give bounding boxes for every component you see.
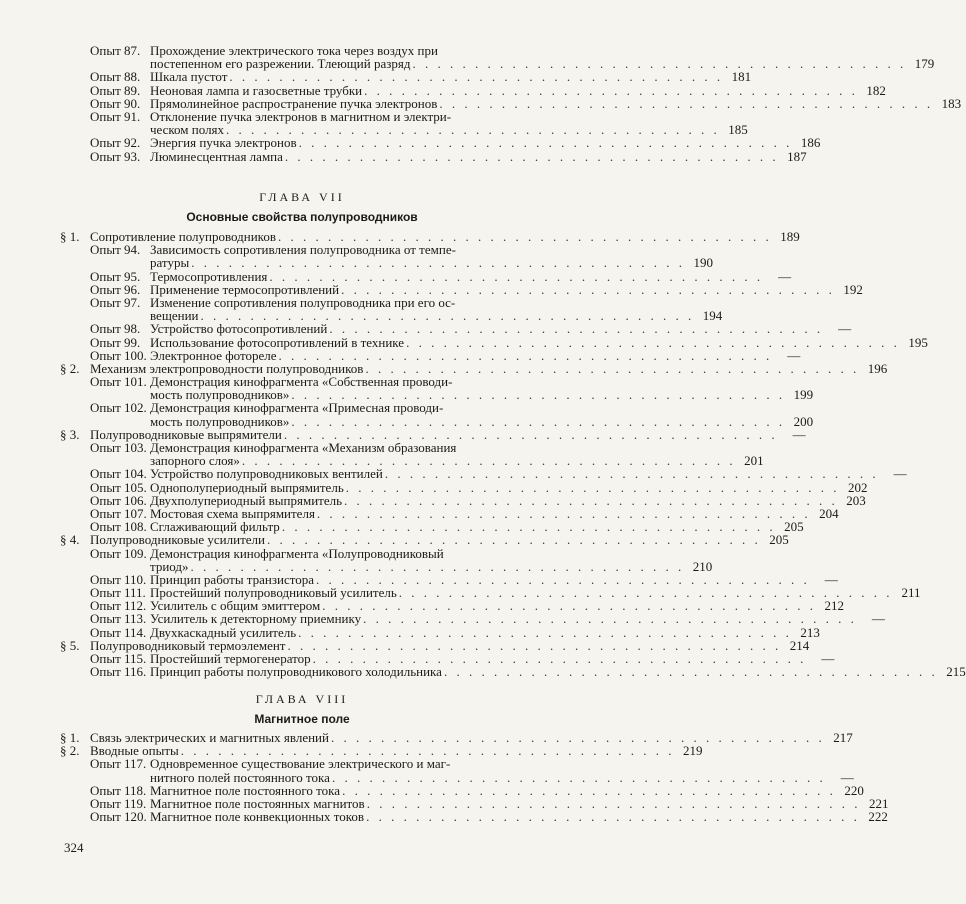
toc-entry-label: Опыт 87.: [90, 43, 141, 58]
toc-entry-title: мость полупроводников»: [150, 413, 290, 429]
toc-page-number: 200: [793, 413, 814, 429]
toc-entry-label: Опыт 96.: [90, 281, 141, 297]
dot-leader: . . . . . . . . . . . . . . . . . . . . . . . . . . . . . . . . . . . . . . . .: [364, 82, 858, 98]
toc-page-number: —: [787, 347, 801, 363]
chapter-7-heading: [60, 190, 544, 224]
toc-experiment-entry: [60, 756, 854, 785]
toc-entry-title: Однополупериодный выпрямитель: [150, 479, 344, 495]
toc-entry-label: Опыт 100.: [90, 347, 147, 363]
toc-entry-title: Механизм электропроводности полупроводников: [90, 360, 364, 376]
toc-experiment-entry: [60, 347, 801, 363]
toc-entry-title: Усилитель к детекторному приемнику: [150, 611, 362, 627]
toc-page-number: 189: [780, 229, 800, 244]
toc-entry-title: Простейший полупроводниковый усилитель: [150, 585, 397, 601]
toc-entry-title: Демонстрация кинофрагмента «Полупроводниковый: [150, 545, 444, 561]
toc-entry-label: Опыт 109.: [90, 545, 147, 561]
toc-entry-label: Опыт 108.: [90, 519, 147, 535]
toc-entry-label: Опыт 92.: [90, 135, 141, 151]
toc-page-number: 201: [744, 453, 764, 469]
toc-page-number: 214: [789, 637, 810, 653]
toc-entry-title: Связь электрических и магнитных явлений: [90, 730, 329, 745]
toc-page-number: 203: [846, 492, 866, 508]
toc-page-number: 195: [908, 334, 928, 350]
toc-entry-label: § 3.: [60, 426, 80, 442]
toc-entry-line: [90, 413, 814, 429]
toc-entry-label: § 5.: [60, 637, 80, 653]
toc-block-magnetic-field: [60, 730, 889, 825]
dot-leader: . . . . . . . . . . . . . . . . . . . . . . . . . . . . . . . . . . . . . . . .: [412, 56, 907, 72]
toc-entry-label: Опыт 116.: [90, 664, 147, 680]
toc-experiment-entry: [60, 374, 814, 403]
dot-leader: . . . . . . . . . . . . . . . . . . . . . . . . . . . . . . . . . . . . . . . .: [291, 413, 786, 429]
toc-entry-label: Опыт 118.: [90, 782, 147, 798]
page-number: 324: [64, 840, 84, 855]
toc-experiment-entry: [60, 69, 752, 85]
toc-entry-label: Опыт 114.: [90, 624, 147, 640]
toc-entry-title: Мостовая схема выпрямителя: [150, 505, 315, 521]
toc-experiment-entry: [60, 809, 888, 825]
toc-entry-title: Зависимость сопротивления полупроводника от темпе-: [150, 242, 456, 258]
dot-leader: . . . . . . . . . . . . . . . . . . . . . . . . . . . . . . . . . . . . . . . .: [406, 334, 900, 350]
toc-experiment-entry: [60, 440, 764, 469]
toc-page-number: —: [871, 611, 885, 627]
dot-leader: . . . . . . . . . . . . . . . . . . . . . . . . . . . . . . . . . . . . . . . .: [191, 255, 685, 271]
dot-leader: . . . . . . . . . . . . . . . . . . . . . . . . . . . . . . . . . . . . . . . .: [269, 268, 764, 284]
toc-entry-label: Опыт 117.: [90, 756, 147, 772]
dot-leader: . . . . . . . . . . . . . . . . . . . . . . . . . . . . . . . . . . . . . . . .: [281, 519, 776, 535]
toc-entry-title: Полупроводниковые выпрямители: [90, 426, 282, 442]
toc-entry-line: [90, 255, 713, 271]
toc-page-number: 194: [702, 308, 723, 324]
toc-page-number: 190: [693, 255, 713, 271]
toc-entry-title: Полупроводниковый термоэлемент: [90, 637, 286, 653]
dot-leader: . . . . . . . . . . . . . . . . . . . . . . . . . . . . . . . . . . . . . . . .: [180, 743, 675, 759]
toc-page-number: 217: [833, 730, 853, 745]
toc-entry-label: § 1.: [60, 730, 80, 745]
dot-leader: . . . . . . . . . . . . . . . . . . . . . . . . . . . . . . . . . . . . . . . .: [363, 611, 857, 627]
toc-entry-title: Магнитное поле постоянных магнитов: [150, 795, 365, 811]
toc-entry-line: [90, 135, 821, 151]
toc-page-number: 220: [844, 782, 864, 798]
toc-experiment-entry: [60, 148, 807, 164]
toc-entry-label: § 4.: [60, 532, 80, 548]
toc-entry-title: Отклонение пучка электронов в магнитном и электри-: [150, 108, 452, 124]
toc-entry-title: Энергия пучка электронов: [150, 135, 297, 151]
dot-leader: . . . . . . . . . . . . . . . . . . . . . . . . . . . . . . . . . . . . . . . .: [200, 308, 695, 324]
chapter-7-number: ГЛАВА VII: [259, 190, 345, 204]
toc-experiment-entry: [60, 782, 864, 798]
toc-page-number: 196: [867, 360, 888, 376]
toc-entry-line: [90, 82, 886, 98]
toc-entry-title: ческом полях: [150, 122, 225, 138]
toc-experiment-entry: [60, 479, 868, 495]
dot-leader: . . . . . . . . . . . . . . . . . . . . . . . . . . . . . . . . . . . . . . . .: [366, 809, 860, 825]
toc-entry-line: [90, 769, 854, 785]
toc-page-number: —: [840, 769, 854, 785]
toc-entry-title: запорного слоя»: [150, 453, 240, 469]
toc-entry-title: Использование фотосопротивлений в технике: [150, 334, 405, 350]
toc-page-number: 202: [848, 479, 868, 495]
toc-entry-label: Опыт 103.: [90, 440, 147, 455]
dot-leader: . . . . . . . . . . . . . . . . . . . . . . . . . . . . . . . . . . . . . . . .: [322, 598, 817, 614]
toc-page-number: 219: [683, 743, 703, 759]
toc-experiment-entry: [60, 334, 928, 350]
toc-entry-title: Электронное фотореле: [150, 347, 277, 363]
toc-entry-label: Опыт 99.: [90, 334, 141, 350]
toc-page-number: 215: [946, 664, 966, 680]
toc-experiment-entry: [60, 611, 885, 627]
toc-experiment-entry: [60, 82, 886, 98]
toc-entry-title: ратуры: [150, 255, 190, 271]
toc-entry-line: [90, 321, 852, 337]
dot-leader: . . . . . . . . . . . . . . . . . . . . . . . . . . . . . . . . . . . . . . . .: [277, 229, 772, 244]
dot-leader: . . . . . . . . . . . . . . . . . . . . . . . . . . . . . . . . . . . . . . . .: [266, 532, 761, 548]
toc-entry-line: [90, 757, 544, 770]
dot-leader: . . . . . . . . . . . . . . . . . . . . . . . . . . . . . . . . . . . . . . . .: [398, 585, 893, 601]
toc-entry-title: Магнитное поле конвекционных токов: [150, 809, 365, 825]
dot-leader: . . . . . . . . . . . . . . . . . . . . . . . . . . . . . . . . . . . . . . . .: [342, 782, 836, 798]
toc-entry-title: Вводные опыты: [90, 743, 179, 759]
toc-entry-label: Опыт 102.: [90, 400, 147, 416]
toc-entry-title: Двухкаскадный усилитель: [150, 624, 297, 640]
toc-entry-title: Шкала пустот: [150, 69, 228, 85]
chapter-8-heading: [60, 692, 544, 726]
toc-entry-label: Опыт 106.: [90, 492, 147, 508]
toc-page-number: 183: [941, 95, 962, 111]
dot-leader: . . . . . . . . . . . . . . . . . . . . . . . . . . . . . . . . . . . . . . . .: [329, 321, 824, 337]
toc-page-number: —: [792, 426, 806, 442]
toc-entry-line: [90, 611, 885, 627]
toc-entry-title: Сглаживающий фильтр: [150, 519, 280, 535]
toc-page-number: 192: [843, 281, 863, 297]
toc-entry-line: [90, 148, 807, 164]
toc-experiment-entry: [60, 545, 713, 574]
toc-entry-label: Опыт 119.: [90, 795, 147, 811]
toc-entry-title: Изменение сопротивления полупроводника при его ос-: [150, 294, 456, 310]
dot-leader: . . . . . . . . . . . . . . . . . . . . . . . . . . . . . . . . . . . . . . . .: [345, 479, 840, 495]
toc-entry-label: Опыт 111.: [90, 585, 146, 601]
toc-entry-title: Термосопротивления: [150, 268, 268, 284]
toc-entry-label: Опыт 90.: [90, 95, 141, 111]
toc-page-number: 181: [731, 69, 752, 85]
toc-entry-label: Опыт 105.: [90, 479, 147, 495]
toc-experiment-entry: [60, 664, 966, 680]
dot-leader: . . . . . . . . . . . . . . . . . . . . . . . . . . . . . . . . . . . . . . . .: [330, 730, 825, 745]
dot-leader: . . . . . . . . . . . . . . . . . . . . . . . . . . . . . . . . . . . . . . . .: [241, 453, 736, 469]
toc-entry-title: мость полупроводников»: [150, 387, 290, 403]
toc-entry-label: Опыт 93.: [90, 148, 141, 164]
toc-entry-title: Одновременное существование электрического и маг-: [150, 756, 451, 772]
dot-leader: . . . . . . . . . . . . . . . . . . . . . . . . . . . . . . . . . . . . . . . .: [365, 360, 860, 376]
toc-page-number: 210: [692, 558, 713, 574]
toc-entry-title: триод»: [150, 558, 189, 574]
toc-page-number: 211: [901, 585, 921, 601]
toc-entry-title: Принцип работы транзистора: [150, 571, 315, 587]
toc-entry-line: [90, 809, 888, 825]
toc-entry-label: Опыт 110.: [90, 571, 147, 587]
toc-entry-line: [90, 624, 820, 640]
toc-page-number: 186: [800, 135, 821, 151]
toc-experiment-entry: [60, 242, 713, 271]
toc-entry-title: Прохождение электрического тока через воздух при: [150, 43, 438, 58]
toc-page-number: 212: [824, 598, 845, 614]
toc-page-number: —: [838, 321, 852, 337]
dot-leader: . . . . . . . . . . . . . . . . . . . . . . . . . . . . . . . . . . . . . . . .: [439, 95, 934, 111]
toc-entry-label: Опыт 95.: [90, 268, 141, 284]
toc-entry-title: Устройство полупроводниковых вентилей: [150, 466, 383, 482]
toc-experiment-entry: [60, 135, 821, 151]
dot-leader: . . . . . . . . . . . . . . . . . . . . . . . . . . . . . . . . . . . . . . . .: [283, 426, 778, 442]
toc-entry-title: Неоновая лампа и газосветные трубки: [150, 82, 363, 98]
toc-entry-title: постепенном его разрежении. Тлеющий разряд: [150, 56, 411, 72]
dot-leader: . . . . . . . . . . . . . . . . . . . . . . . . . . . . . . . . . . . . . . . .: [298, 135, 793, 151]
toc-page-number: —: [821, 651, 835, 666]
dot-leader: . . . . . . . . . . . . . . . . . . . . . . . . . . . . . . . . . . . . . . . .: [384, 466, 879, 482]
toc-page-number: 185: [728, 122, 748, 138]
dot-leader: . . . . . . . . . . . . . . . . . . . . . . . . . . . . . . . . . . . . . . . .: [229, 69, 724, 85]
toc-entry-label: Опыт 120.: [90, 809, 147, 825]
toc-entry-title: вещении: [150, 308, 199, 324]
toc-entry-label: Опыт 112.: [90, 598, 147, 614]
toc-page-number: 205: [769, 532, 789, 548]
toc-entry-title: Демонстрация кинофрагмента «Собственная проводи-: [150, 374, 453, 390]
dot-leader: . . . . . . . . . . . . . . . . . . . . . . . . . . . . . . . . . . . . . . . .: [298, 624, 792, 640]
dot-leader: . . . . . . . . . . . . . . . . . . . . . . . . . . . . . . . . . . . . . . . .: [341, 281, 835, 297]
toc-page-number: 204: [819, 505, 839, 521]
toc-entry-line: [90, 347, 801, 363]
toc-entry-line: [90, 69, 752, 85]
toc-experiment-entry: [60, 321, 852, 337]
dot-leader: . . . . . . . . . . . . . . . . . . . . . . . . . . . . . . . . . . . . . . . .: [443, 664, 938, 680]
toc-entry-line: [60, 532, 789, 548]
toc-experiment-entry: [60, 624, 820, 640]
dot-leader: . . . . . . . . . . . . . . . . . . . . . . . . . . . . . . . . . . . . . . . .: [291, 387, 786, 403]
toc-entry-label: Опыт 89.: [90, 82, 141, 98]
toc-page-number: —: [824, 571, 838, 587]
toc-entry-title: Двухполупериодный выпрямитель: [150, 492, 343, 508]
toc-entry-title: нитного полей постоянного тока: [150, 769, 330, 785]
toc-experiment-entry: [60, 108, 748, 138]
dot-leader: . . . . . . . . . . . . . . . . . . . . . . . . . . . . . . . . . . . . . . . .: [366, 795, 861, 811]
dot-leader: . . . . . . . . . . . . . . . . . . . . . . . . . . . . . . . . . . . . . . . .: [312, 651, 807, 666]
toc-entry-label: Опыт 98.: [90, 321, 141, 337]
toc-entry-title: Демонстрация кинофрагмента «Механизм образования: [150, 440, 457, 455]
toc-entry-title: Магнитное поле постоянного тока: [150, 782, 341, 798]
dot-leader: . . . . . . . . . . . . . . . . . . . . . . . . . . . . . . . . . . . . . . . .: [287, 637, 782, 653]
toc-experiment-entry: [60, 43, 935, 72]
toc-entry-line: [90, 558, 713, 574]
toc-entry-title: Принцип работы полупроводникового холодильника: [150, 664, 442, 680]
toc-entry-label: Опыт 91.: [90, 108, 141, 124]
toc-experiment-entry: [60, 281, 863, 297]
toc-page-number: 199: [793, 387, 814, 403]
toc-entry-line: [90, 95, 962, 111]
chapter-7-title: Основные свойства полупроводников: [186, 210, 418, 224]
toc-experiment-entry: [60, 294, 723, 324]
toc-entry-label: § 2.: [60, 360, 80, 376]
toc-experiment-entry: [60, 268, 792, 284]
toc-entry-title: Полупроводниковые усилители: [90, 532, 265, 548]
toc-experiment-entry: [60, 492, 866, 508]
toc-entry-label: Опыт 115.: [90, 651, 147, 666]
chapter-8-title: Магнитное поле: [254, 712, 350, 726]
toc-page-number: —: [893, 466, 907, 482]
toc-page-number: 179: [914, 56, 935, 72]
toc-page-number: 222: [868, 809, 888, 825]
toc-entry-title: Демонстрация кинофрагмента «Примесная проводи-: [150, 400, 444, 416]
toc-entry-label: Опыт 88.: [90, 69, 141, 85]
toc-section-entry: [60, 532, 789, 548]
dot-leader: . . . . . . . . . . . . . . . . . . . . . . . . . . . . . . . . . . . . . . . .: [344, 492, 838, 508]
toc-entry-title: Усилитель с общим эмиттером: [150, 598, 321, 614]
dot-leader: . . . . . . . . . . . . . . . . . . . . . . . . . . . . . . . . . . . . . . . .: [316, 505, 811, 521]
toc-entry-line: [90, 281, 863, 297]
toc-entry-line: [90, 782, 864, 798]
toc-experiment-entry: [60, 400, 814, 429]
toc-page-number: 205: [784, 519, 804, 535]
toc-entry-line: [90, 664, 966, 680]
toc-entry-label: Опыт 107.: [90, 505, 147, 521]
toc-entry-line: [90, 401, 544, 414]
toc-entry-title: Сопротивление полупроводников: [90, 229, 276, 244]
dot-leader: . . . . . . . . . . . . . . . . . . . . . . . . . . . . . . . . . . . . . . . .: [190, 558, 685, 574]
toc-entry-label: § 1.: [60, 229, 80, 244]
toc-page-number: 221: [868, 795, 889, 811]
toc-entry-label: Опыт 94.: [90, 242, 141, 258]
toc-entry-label: Опыт 101.: [90, 374, 147, 390]
toc-entry-line: [90, 492, 866, 508]
toc-entry-title: Простейший термогенератор: [150, 651, 311, 666]
toc-page-number: —: [778, 268, 792, 284]
dot-leader: . . . . . . . . . . . . . . . . . . . . . . . . . . . . . . . . . . . . . . . .: [226, 122, 720, 138]
toc-experiment-entry: [60, 466, 907, 482]
toc-block-semiconductors: [60, 229, 966, 680]
toc-entry-line: [90, 268, 792, 284]
toc-page-number: 187: [787, 148, 807, 164]
toc-entry-title: Прямолинейное распространение пучка электронов: [150, 95, 438, 111]
toc-entry-label: Опыт 113.: [90, 611, 147, 627]
toc-entry-line: [90, 334, 928, 350]
dot-leader: . . . . . . . . . . . . . . . . . . . . . . . . . . . . . . . . . . . . . . . .: [278, 347, 773, 363]
toc-entry-label: Опыт 104.: [90, 466, 147, 482]
toc-entry-line: [90, 479, 868, 495]
toc-entry-line: [90, 547, 544, 560]
toc-page-number: 213: [800, 624, 820, 640]
toc-entry-title: Устройство фотосопротивлений: [150, 321, 328, 337]
dot-leader: . . . . . . . . . . . . . . . . . . . . . . . . . . . . . . . . . . . . . . . .: [331, 769, 826, 785]
toc-entry-label: Опыт 97.: [90, 294, 141, 310]
toc-entry-title: Применение термосопротивлений: [150, 281, 340, 297]
dot-leader: . . . . . . . . . . . . . . . . . . . . . . . . . . . . . . . . . . . . . . . .: [316, 571, 810, 587]
toc-entry-line: [90, 466, 907, 482]
toc-entry-title: Люминесцентная лампа: [150, 148, 283, 164]
dot-leader: . . . . . . . . . . . . . . . . . . . . . . . . . . . . . . . . . . . . . . . .: [284, 148, 779, 164]
chapter-8-number: ГЛАВА VIII: [255, 692, 349, 706]
toc-experiment-entry: [60, 95, 962, 111]
toc-entry-label: § 2.: [60, 743, 80, 759]
toc-block-electron-beams: [60, 43, 962, 164]
toc-page-number: 182: [866, 82, 886, 98]
